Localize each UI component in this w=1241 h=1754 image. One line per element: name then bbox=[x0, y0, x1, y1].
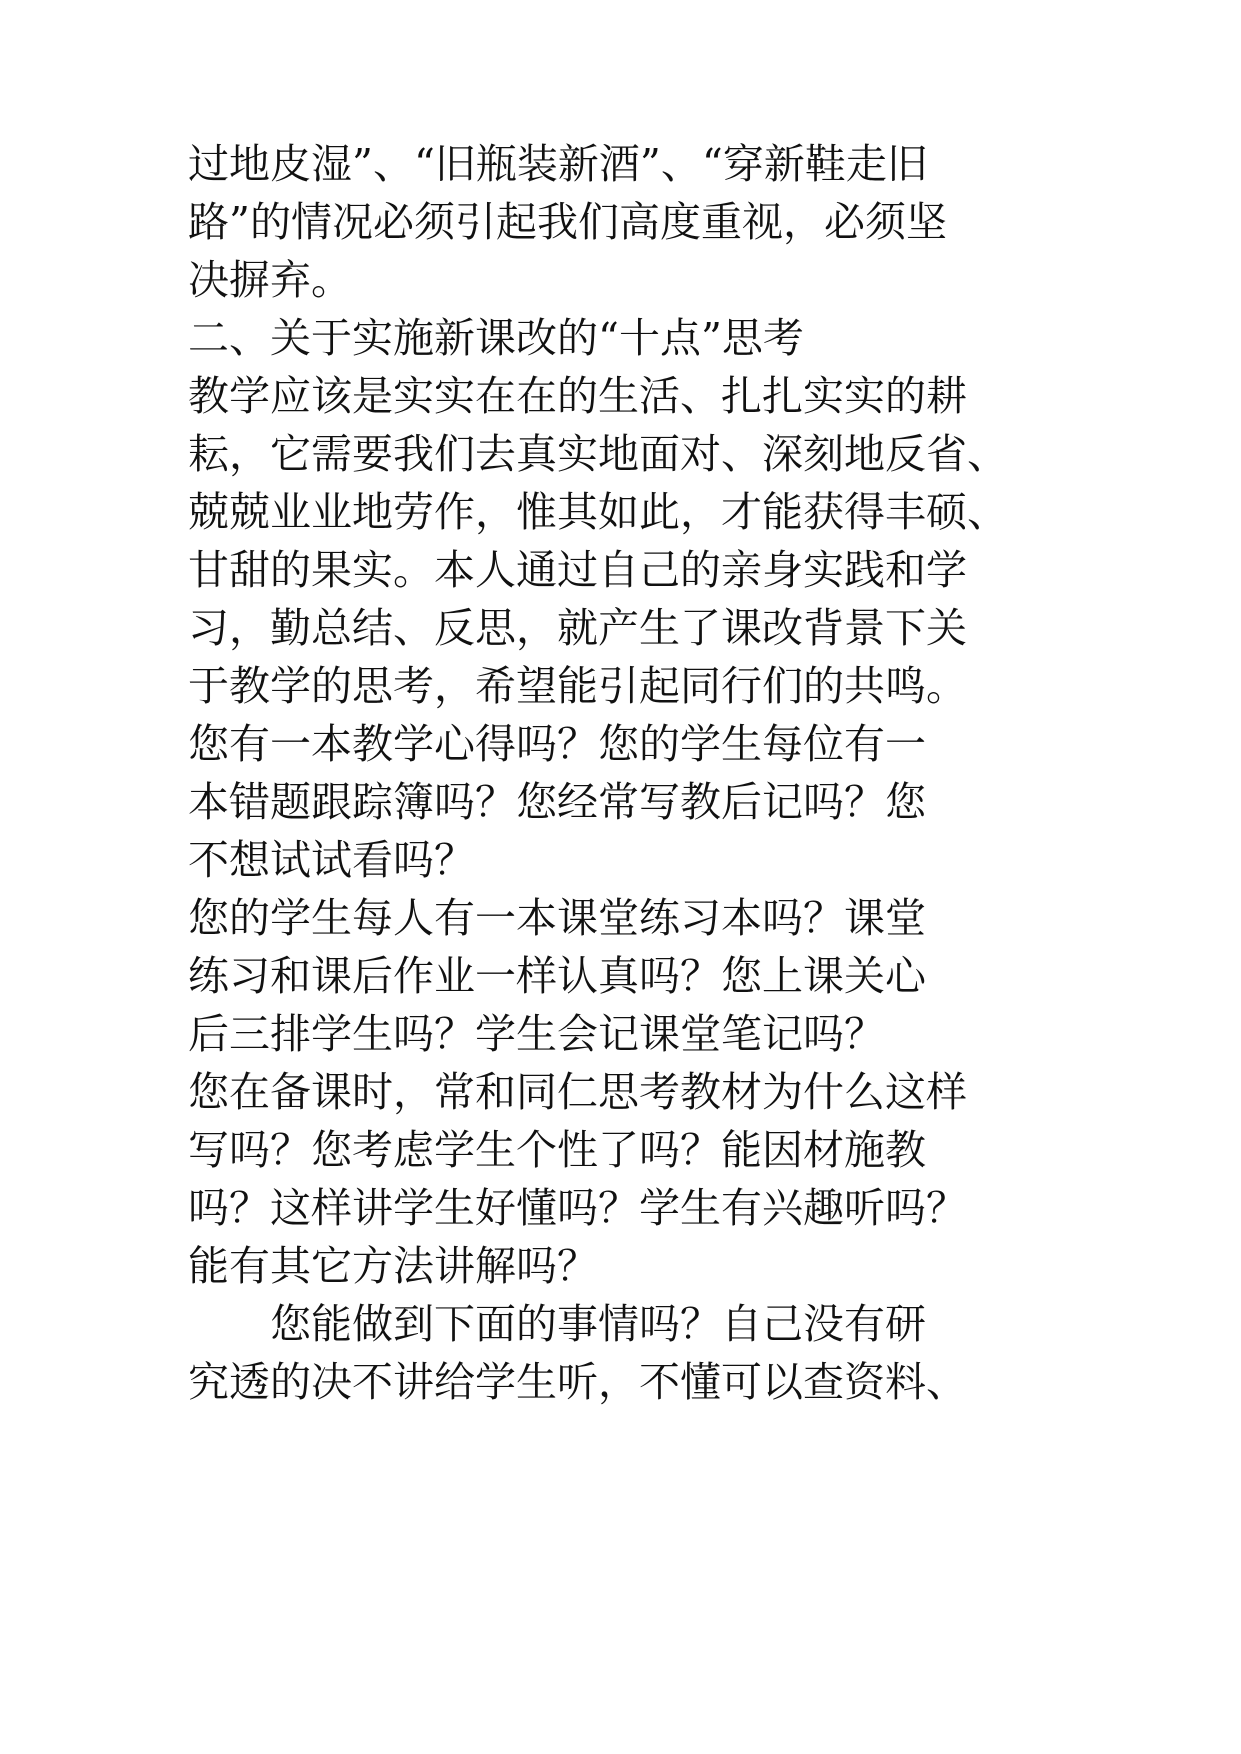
text-line: 于教学的思考，希望能引起同行们的共鸣。 bbox=[188, 662, 967, 710]
text-line: 兢兢业业地劳作，惟其如此，才能获得丰硕、 bbox=[188, 488, 1008, 536]
text-line: 您的学生每人有一本课堂练习本吗？课堂 bbox=[188, 894, 926, 942]
text-line: 耘，它需要我们去真实地面对、深刻地反省、 bbox=[188, 430, 1008, 478]
text-line: 吗？这样讲学生好懂吗？学生有兴趣听吗？ bbox=[188, 1184, 967, 1232]
text-line: 您在备课时，常和同仁思考教材为什么这样 bbox=[188, 1068, 967, 1116]
text-line: 过地皮湿”、“旧瓶装新酒”、“穿新鞋走旧 bbox=[188, 140, 928, 188]
text-line: 能有其它方法讲解吗？ bbox=[188, 1242, 598, 1290]
text-line: 后三排学生吗？学生会记课堂笔记吗？ bbox=[188, 1010, 885, 1058]
text-line: 写吗？您考虑学生个性了吗？能因材施教 bbox=[188, 1126, 926, 1174]
text-line: 甘甜的果实。本人通过自己的亲身实践和学 bbox=[188, 546, 967, 594]
text-line: 究透的决不讲给学生听，不懂可以查资料、 bbox=[188, 1358, 967, 1406]
text-line: 本错题跟踪簿吗？您经常写教后记吗？您 bbox=[188, 778, 926, 826]
text-line: 您能做到下面的事情吗？自己没有研 bbox=[188, 1300, 926, 1348]
text-line: 教学应该是实实在在的生活、扎扎实实的耕 bbox=[188, 372, 967, 420]
text-line: 不想试试看吗？ bbox=[188, 836, 475, 884]
section-heading: 二、关于实施新课改的“十点”思考 bbox=[188, 314, 804, 362]
text-line: 决摒弃。 bbox=[188, 256, 352, 304]
text-line: 您有一本教学心得吗？您的学生每位有一 bbox=[188, 720, 926, 768]
text-line: 路”的情况必须引起我们高度重视，必须坚 bbox=[188, 198, 947, 246]
text-line: 习，勤总结、反思，就产生了课改背景下关 bbox=[188, 604, 967, 652]
text-line: 练习和课后作业一样认真吗？您上课关心 bbox=[188, 952, 926, 1000]
